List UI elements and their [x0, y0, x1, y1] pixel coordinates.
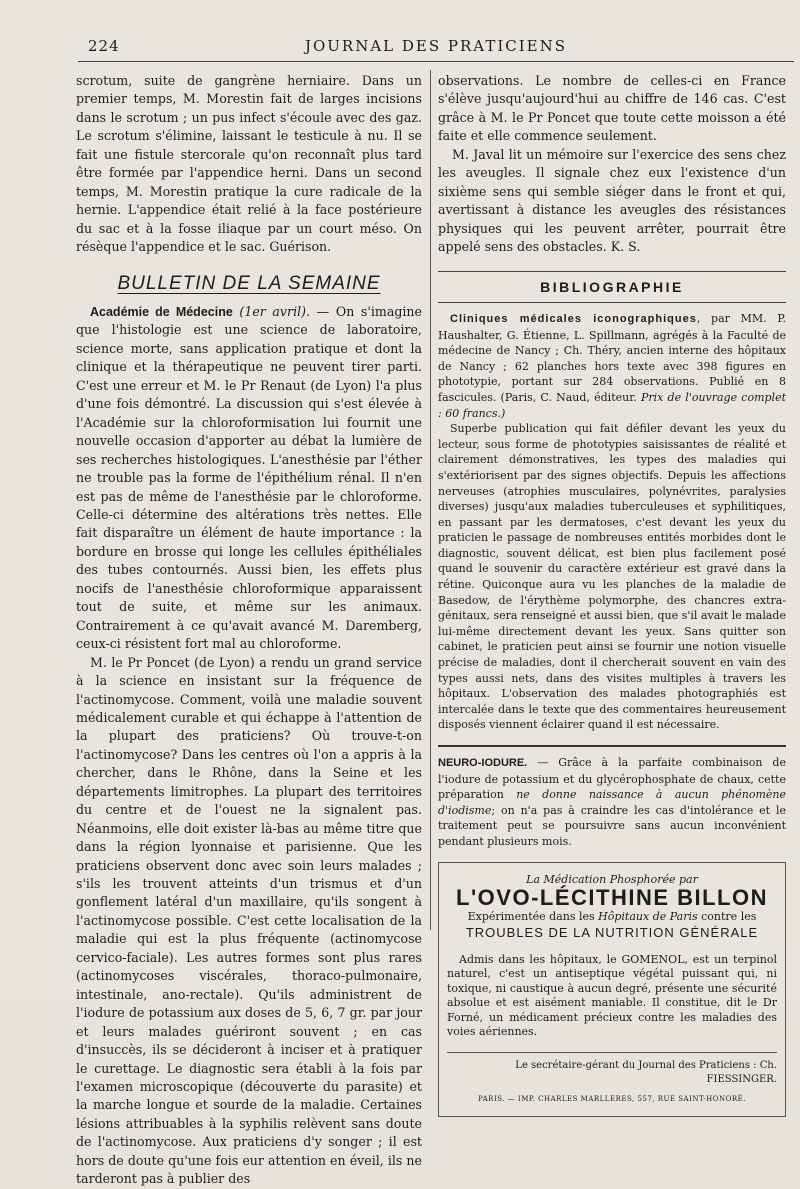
intro-paragraph: scrotum, suite de gangrène herniaire. Dans un premier temps, M. Morestin fait de larges incisions dans le scrotum ; un pus infect s'écoule avec des gaz. Le scrotum s'élimine, laissant le testicule à nu. Il se fait une fistule stercorale qu'on reconnaît plus tard être formée par l'appendice herni. Dans un second temps, M. Morestin pratique la cure radicale de la hernie. L'appendice était relié à la face postérieure du sac et à la fosse iliaque par un court méso. On résèque l'appendice et le sac. Guérison. [76, 73, 422, 255]
ovo-pretitle: La Médication Phosphorée par [526, 872, 698, 886]
gomenol-paragraph: Admis dans les hôpitaux, le GOMENOL, est un terpinol naturel, c'est un antiseptique végétal puissant qui, ni toxique, ni caustique à aucun degré, présente une sécurité absolue et est aisément maniable. Il constitue, dit le Dr Forné, un médicament précieux contre les maladies des voies aériennes. [447, 952, 777, 1039]
ovo-subtitle: Expérimentée dans les Hôpitaux de Paris contre les [467, 909, 757, 923]
javal-text: M. Javal lit un mémoire sur l'exercice des sens chez les aveugles. Il signale chez eux l'existence d'un sixième sens qui semble siéger dans le front et qui, avertissant à distance les aveugles des résistances physiques qui les peuvent arrêter, pourrait être appelé sens des obstacles. [438, 146, 786, 255]
column-divider [430, 70, 431, 930]
right-column [438, 72, 786, 1117]
javal-paragraph [438, 146, 786, 257]
left-column [76, 72, 422, 1189]
journal-title: JOURNAL DES PRATICIENS [304, 37, 568, 55]
academie-paragraph [76, 303, 422, 654]
ovo-troubles: TROUBLES DE LA NUTRITION GÉNÉRALE [465, 925, 759, 941]
bibliographie-section [438, 311, 786, 733]
bibliographie-reference [438, 311, 786, 421]
book-title: Cliniques médicales iconographiques [450, 312, 697, 325]
academie-label: Académie de Médecine [90, 304, 233, 319]
neuro-iodure-label: NEURO-IODURE. [438, 757, 528, 770]
bibliographie-review: Superbe publication qui fait défiler devant les yeux du lecteur, sous forme de phototypies saisissantes de réalité et clairement démonstratives, les types des maladies qui s'extériorisent par des signes objectifs. Depuis les affections nerveuses (atrophies musculaires, polynévrites, paralysies diverses) jusqu'aux maladies tuberculeuses et syphilitiques, en passant par les dermatoses, c'est devant les yeux du praticien le passage de nombreuses entités morbides dont le diagnostic, souvent délicat, est bien plus facilement posé quand le souvenir du caractère extérieur est gravé dans la rétine. Quiconque aura vu les planches de la maladie de Basedow, de l'érythème polymorphe, des chancres extra-génitaux, sera renseigné et aussi bien, que s'il avait le malade lui-même directement devant les yeux. Sans quitter son cabinet, le praticien peut ainsi se fournir une notion visuelle précise de maladies, dont il chercherait souvent en vain des types aussi nets, dans des visites multiples à travers les hôpitaux. L'observation des malades photographiés est intercalée dans le texte que des commentaires heureusement disposés viennent éclairer quand il est nécessaire. [438, 422, 786, 732]
bibliographie-title: BIBLIOGRAPHIE [438, 271, 786, 303]
continued-paragraph: observations. Le nombre de celles-ci en France s'élève jusqu'aujourd'hui au chiffre de 146 cas. C'est grâce à M. le Pr Poncet que toute cette moisson a été faite et elle commence seulement. [438, 73, 786, 144]
academie-text: — On s'imagine que l'histologie est une science de laboratoire, science morte, sans application pratique et dont la clinique et la thérapeutique ne peuvent tirer parti. C'est une erreur et M. le Pr Renaut (de Lyon) l'a plus d'une fois démontré. La discussion qui s'est élevée à l'Académie sur la chloroformisation lui fournit une nouvelle occasion d'apporter au débat la lumière de ses recherches histologiques. L'anesthésie par l'éther ne trouble pas la forme de l'épithélium rénal. Il n'en est pas de même de l'anesthésie par le chloroforme. Celle-ci détermine des altérations très nettes. Elle fait disparaître un élément de haute importance : la bordure en brosse qui longe les cellules épithéliales des tubes contournés. Aussi bien, les effets plus nocifs de l'anesthésie chloroformique apparaissent tout de suite, et même sur les animaux. Contrairement à ce qu'avait avancé M. Daremberg, ceux-ci résistent fort mal au chloroforme. [76, 303, 422, 652]
header-rule [78, 61, 794, 62]
ovo-lecithine-ad [438, 862, 786, 1118]
author-signature: K. S. [610, 239, 641, 255]
page-number: 224 [88, 37, 120, 55]
ovo-name: L'OVO-LÉCITHINE BILLON [456, 885, 768, 911]
secretary-line: Le secrétaire-gérant du Journal des Praticiens : Ch. FIESSINGER. [447, 1052, 777, 1088]
bulletin-title: BULLETIN DE LA SEMAINE [117, 272, 381, 294]
neuro-iodure-ad [438, 745, 786, 850]
academie-date: (1er avril). [239, 303, 311, 319]
neuro-iodure-end: ; on n'a pas à craindre les cas d'intolérance et le traitement peut se poursuivre sans aucun inconvénient pendant plusieurs mois. [438, 803, 786, 848]
book-details: , par MM. P. Haushalter, G. Étienne, L. Spillmann, agrégés à la Faculté de médecine de Nancy ; Ch. Théry, ancien interne des hôpitaux de Nancy ; 62 planches hors texte avec 398 figures en phototypie, portant sur 284 observations. Publié en 8 fascicules. (Paris, C. Naud, éditeur. [438, 311, 786, 404]
page-header [80, 37, 792, 59]
printer-imprint: PARIS. — IMP. CHARLES MARLLERES, 557, RUE SAINT-HONORÉ. [478, 1094, 746, 1103]
neuro-iodure-italic: ne donne naissance à aucun phénomène d'iodisme [438, 788, 787, 817]
poncet-paragraph: M. le Pr Poncet (de Lyon) a rendu un grand service à la science en insistant sur la fréquence de l'actinomycose. Comment, voilà une maladie souvent médicalement curable et qui échappe à l'attention de la plupart des praticiens? Où trouve-t-on l'actinomycose? Dans les centres où l'on a appris à la chercher, dans le Rhône, dans la Seine et les départements limitrophes. La plupart des territoires du centre et de l'ouest ne la signalent pas. Néanmoins, elle doit exister là-bas au même titre que dans la région lyonnaise et parisienne. Que les praticiens observent donc avec soin leurs malades ; s'ils les trouvent atteints d'un trismus et d'un gonflement latéral d'un maxillaire, qu'ils songent à l'actinomycose possible. C'est cette localisation de la maladie qui est la plus fréquente (actinomycose cervico-faciale). Les autres formes sont plus rares (actinomycoses viscérales, thoraco-pulmonaire, intestinale, ano-rectale). Qu'ils administrent de l'iodure de potassium aux doses de 5, 6, 7 gr. par jour et leurs malades guériront souvent ; en cas d'insuccès, ils se décideront à inciser et à pratiquer le curettage. Le diagnostic sera établi à la fois par l'examen microscopique (découverte du parasite) et la marche longue et sourde de la maladie. Certaines lésions attribuables à la syphilis relèvent sans doute de l'actinomycose. Aux praticiens d'y songer ; il est hors de doute qu'une fois eur attention en éveil, ils ne tarderont pas à publier des [76, 654, 422, 1187]
book-price: Prix de l'ouvrage complet : 60 francs.) [438, 390, 786, 420]
neuro-iodure-text: — Grâce à la parfaite combinaison de l'iodure de potassium et du glycérophosphate de chaux, cette préparation [438, 756, 786, 802]
